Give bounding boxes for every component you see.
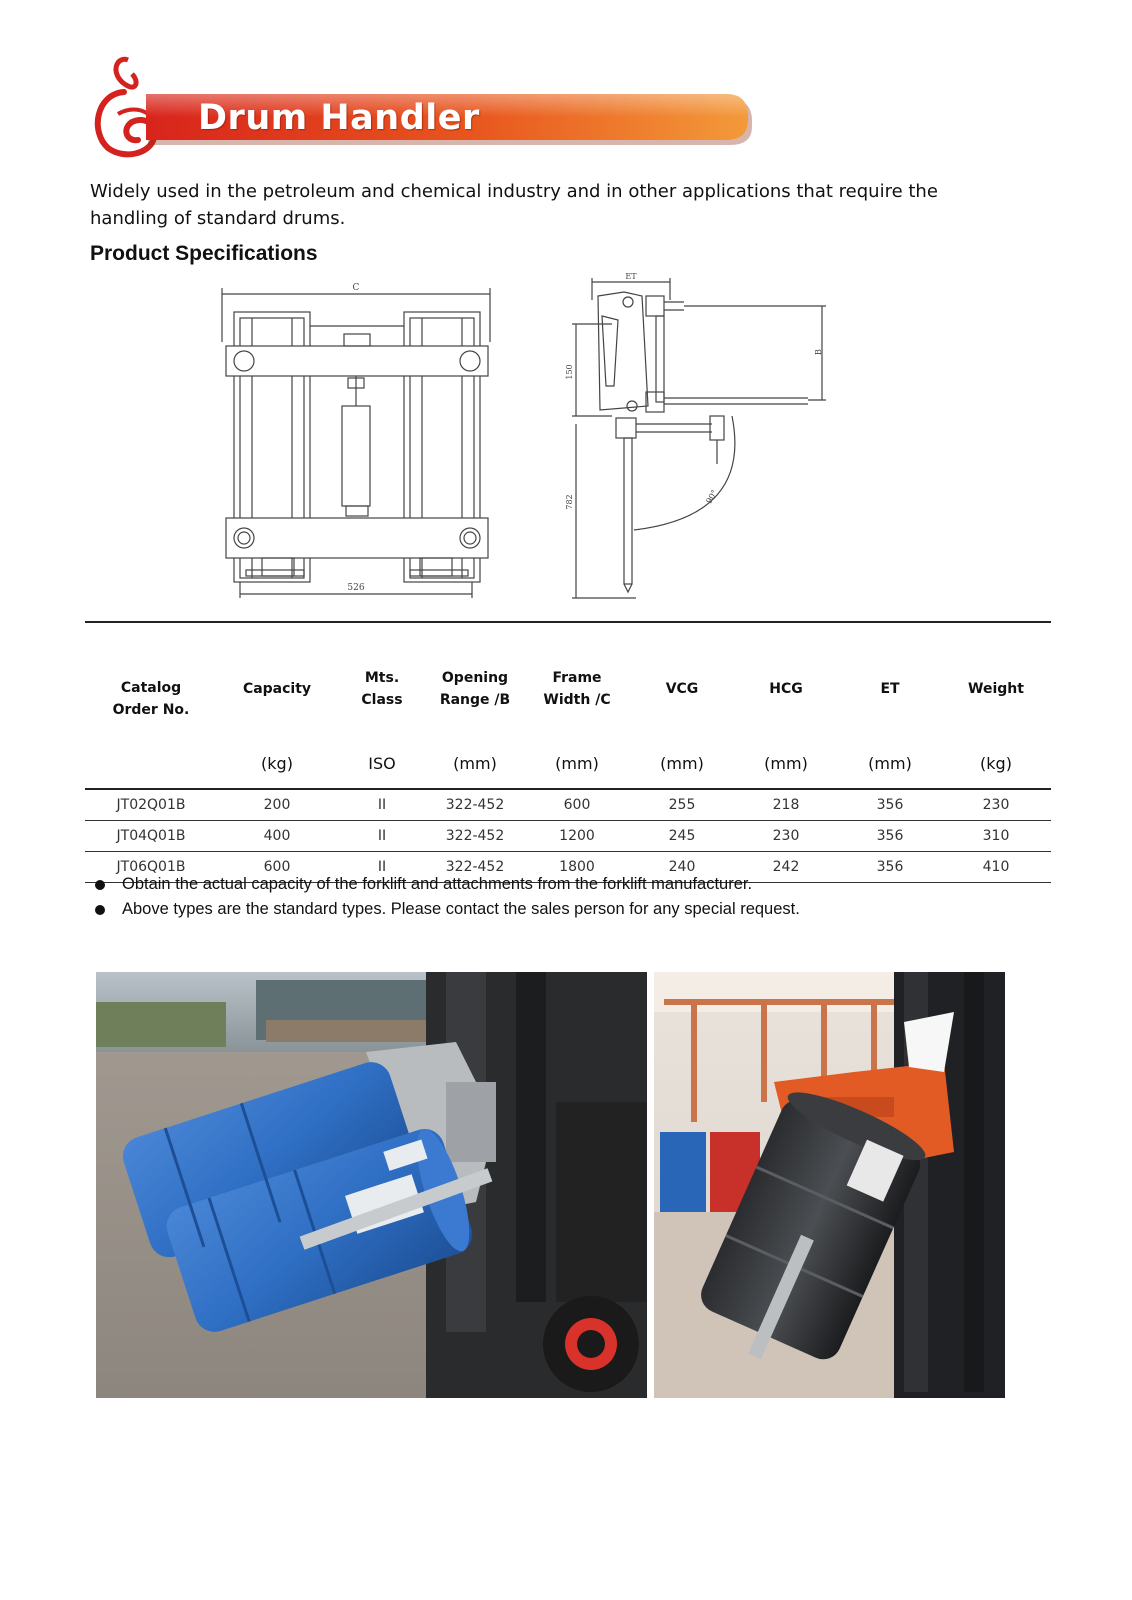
dimension-label: 526 <box>347 583 365 593</box>
side-view-drawing <box>565 272 848 612</box>
table-cell: 356 <box>839 821 941 852</box>
column-header: Catalog Order No. <box>112 680 190 718</box>
table-cell: JT04Q01B <box>85 821 217 852</box>
section-divider <box>85 621 1051 623</box>
column-header: Mts. Class <box>361 670 403 708</box>
table-cell: 230 <box>941 789 1051 821</box>
dimension-label: C <box>352 283 360 293</box>
table-cell: 240 <box>631 852 733 883</box>
unit-cell: (kg) <box>217 738 337 789</box>
table-cell: 600 <box>523 789 631 821</box>
table-cell: II <box>337 789 427 821</box>
table-cell: 245 <box>631 821 733 852</box>
table-cell: 600 <box>217 852 337 883</box>
unit-cell: (mm) <box>839 738 941 789</box>
table-header-row <box>85 640 1051 738</box>
note-text: Above types are the standard types. Please contact the sales person for any special request. <box>122 900 800 918</box>
dimension-label: B <box>814 349 823 355</box>
page-header <box>88 52 678 162</box>
list-item <box>92 897 992 922</box>
table-cell: 230 <box>733 821 839 852</box>
product-photo-black-drum <box>654 972 1005 1398</box>
intro-line: handling of standard drums. <box>90 208 346 229</box>
table-row <box>85 789 1051 821</box>
dimension-label: 150 <box>565 364 574 380</box>
table-cell: 1200 <box>523 821 631 852</box>
notes-list <box>92 872 992 922</box>
column-header: Frame Width /C <box>543 670 611 708</box>
front-view-drawing <box>222 282 502 612</box>
table-cell: 400 <box>217 821 337 852</box>
table-cell: II <box>337 821 427 852</box>
note-text: Obtain the actual capacity of the forklift and attachments from the forklift manufacturer. <box>122 875 753 893</box>
column-header: ET <box>880 681 900 697</box>
intro-line: Widely used in the petroleum and chemical industry and in other applications that require the <box>90 181 938 202</box>
table-row <box>85 821 1051 852</box>
column-header: Weight <box>968 681 1024 697</box>
table-cell: 356 <box>839 852 941 883</box>
table-units-row <box>85 738 1051 789</box>
column-header: Capacity <box>242 681 312 697</box>
table-cell: 322-452 <box>427 852 523 883</box>
spec-table <box>85 640 1051 883</box>
page-title: Drum Handler <box>198 98 480 138</box>
table-cell: 1800 <box>523 852 631 883</box>
table-cell: 322-452 <box>427 821 523 852</box>
table-cell: 410 <box>941 852 1051 883</box>
unit-cell: ISO <box>337 738 427 789</box>
product-photo-blue-drums <box>96 972 647 1398</box>
column-header: HCG <box>769 681 803 697</box>
table-cell: JT02Q01B <box>85 789 217 821</box>
unit-cell: (kg) <box>941 738 1051 789</box>
table-cell: 255 <box>631 789 733 821</box>
unit-cell: (mm) <box>631 738 733 789</box>
table-cell: 242 <box>733 852 839 883</box>
bullet-icon <box>95 880 105 890</box>
column-header: VCG <box>665 681 699 697</box>
intro-paragraph <box>90 178 950 232</box>
table-cell: II <box>337 852 427 883</box>
dimension-label: 782 <box>565 494 574 510</box>
list-item <box>92 872 992 897</box>
section-heading: Product Specifications <box>90 242 318 265</box>
table-cell: 218 <box>733 789 839 821</box>
unit-cell: (mm) <box>523 738 631 789</box>
table-cell: 356 <box>839 789 941 821</box>
unit-cell: (mm) <box>733 738 839 789</box>
table-cell: JT06Q01B <box>85 852 217 883</box>
dimension-label: ET <box>625 272 637 281</box>
column-header: Opening Range /B <box>439 670 511 708</box>
table-cell: 322-452 <box>427 789 523 821</box>
table-cell: 200 <box>217 789 337 821</box>
unit-cell: (mm) <box>427 738 523 789</box>
unit-cell <box>85 738 217 789</box>
bullet-icon <box>95 905 105 915</box>
table-cell: 310 <box>941 821 1051 852</box>
dimension-label: 90° <box>704 488 720 506</box>
